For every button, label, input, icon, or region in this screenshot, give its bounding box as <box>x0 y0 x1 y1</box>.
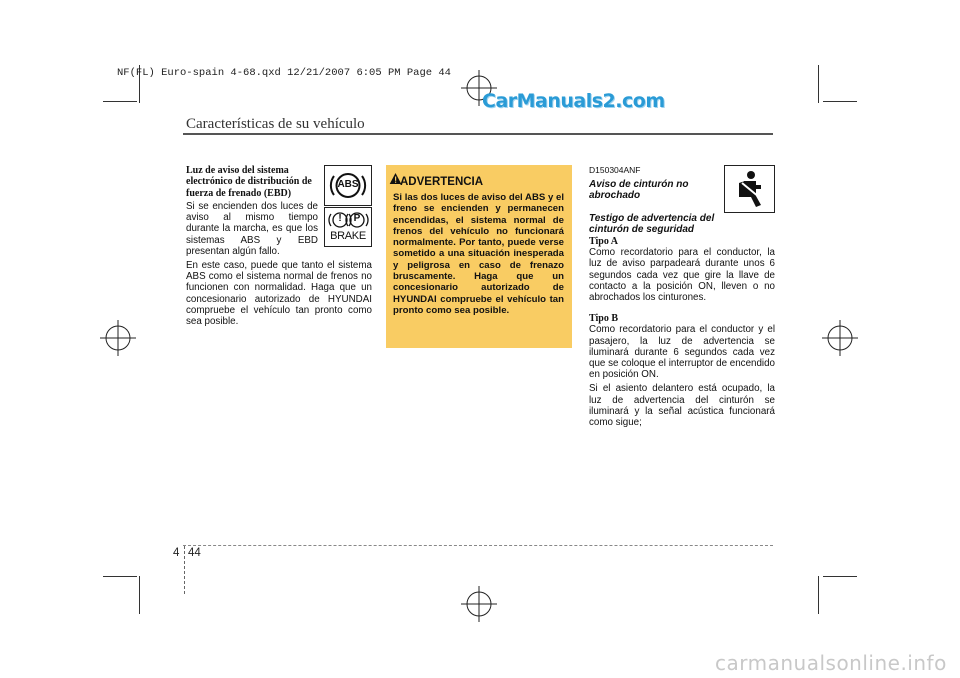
crop-mark <box>823 576 857 577</box>
crop-mark <box>818 576 819 614</box>
footer-rule <box>183 545 773 546</box>
tipo-b-text-2: Si el asiento delantero está ocupado, la luz de advertencia del cinturón se iluminará y la señal acústica funcionará como sigue; <box>589 383 775 429</box>
chapter-number: 4 <box>173 547 180 559</box>
crop-mark <box>139 576 140 614</box>
ebd-paragraph-2: En este caso, puede que tanto el sistema ABS como el sistema normal de frenos no funcionen con normalidad. Haga que un concesionario autorizado de HYUNDAI compruebe el vehículo tan pronto como sea posible. <box>186 259 372 327</box>
crop-mark <box>818 65 819 103</box>
brake-icon-label: BRAKE <box>330 230 366 242</box>
registration-mark-icon <box>822 320 858 356</box>
ebd-paragraph-1: Si se encienden dos luces de aviso al mismo tiempo durante la marcha, es que los sistemas ABS y EBD presentan algún fallo. <box>186 200 318 257</box>
seatbelt-title-2: Testigo de advertencia del cinturón de seguridad <box>589 212 715 235</box>
warning-body: Si las dos luces de aviso del ABS y el freno se encienden y permanecen encendidas, el sistema normal de frenos del vehículo no funcionará normalmente. Por tanto, puede verse sometido a una situación inesperada y peligrosa en caso de frenazo bruscamente. Haga que un concesionario autorizado de HYUNDAI compruebe el vehículo tan pronto como sea posible. <box>393 192 564 316</box>
header-rule <box>183 133 773 135</box>
brake-icon-symbol-exclaim: ! <box>338 213 342 224</box>
section-title: Características de su vehículo <box>186 116 365 132</box>
abs-icon-label: ABS <box>337 179 359 190</box>
print-file-info: NF(FL) Euro-spain 4-68.qxd 12/21/2007 6:05 PM Page 44 <box>117 67 451 79</box>
tipo-a-heading: Tipo A <box>589 236 618 248</box>
page-number-separator <box>184 546 185 594</box>
ebd-heading: Luz de aviso del sistema electrónico de distribución de fuerza de frenado (EBD) <box>186 165 312 199</box>
warning-title: ADVERTENCIA <box>400 176 484 188</box>
crop-mark <box>823 101 857 102</box>
footer-watermark: carmanualsonline.info <box>715 651 947 675</box>
tipo-b-heading: Tipo B <box>589 313 618 325</box>
brake-icon-symbol-p: P <box>353 213 361 224</box>
tipo-b-text-1: Como recordatorio para el conductor y el pasajero, la luz de advertencia se iluminará durante 6 segundos cada vez que se coloque el interruptor de encendido en posición ON. <box>589 324 775 381</box>
section-code: D150304ANF <box>589 165 641 175</box>
crop-mark <box>103 576 137 577</box>
watermark-link[interactable]: CarManuals2.com <box>482 90 665 112</box>
abs-warning-light-icon <box>324 165 372 206</box>
warning-box <box>386 165 572 348</box>
tipo-a-text: Como recordatorio para el conductor, la luz de aviso parpadeará durante unos 6 segundos cada vez que gire la llave de contacto a la posición ON, lleven o no abrochados los cinturones. <box>589 247 775 304</box>
seatbelt-title-1: Aviso de cinturón no abrochado <box>589 179 689 202</box>
crop-mark <box>103 101 137 102</box>
seatbelt-warning-light-icon <box>724 165 775 213</box>
page-number: 44 <box>188 547 201 559</box>
registration-mark-icon <box>100 320 136 356</box>
brake-warning-light-icon <box>324 207 372 247</box>
registration-mark-icon <box>461 586 497 622</box>
